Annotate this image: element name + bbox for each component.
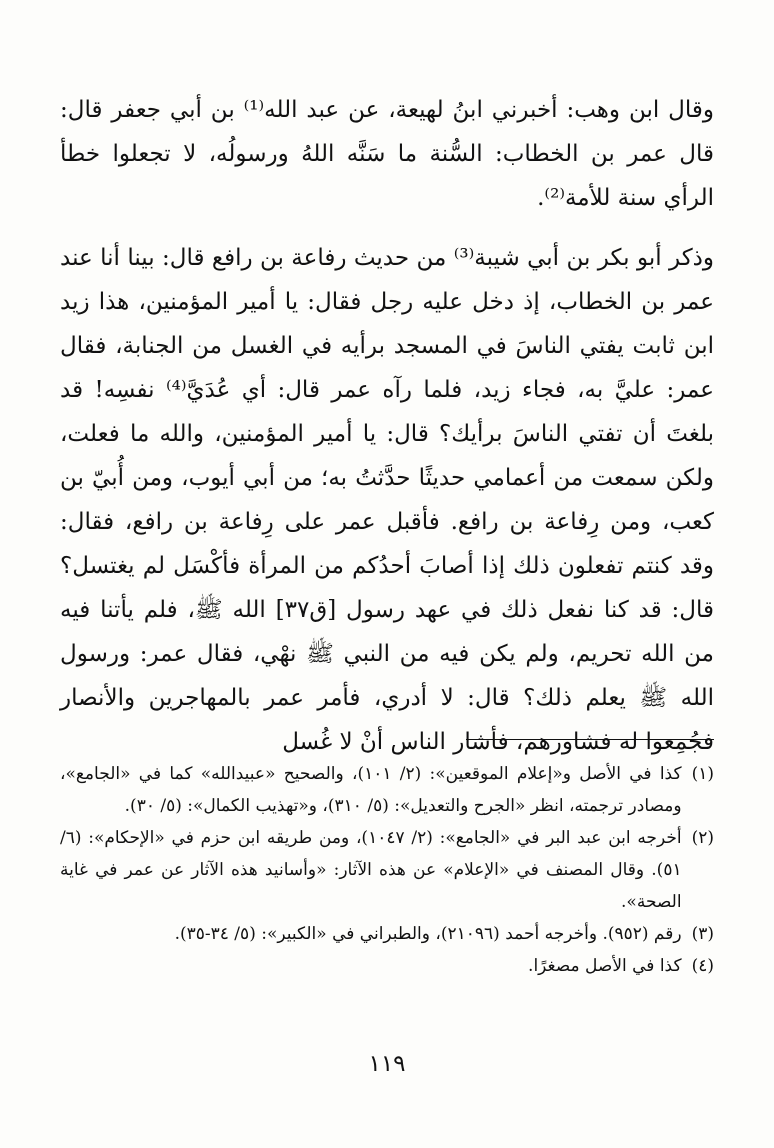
main-text [60, 88, 714, 780]
footnote-text: كذا في الأصل مصغرًا. [528, 956, 682, 976]
footnote-number: (٢) [691, 828, 714, 848]
paragraph-2: وذكر أبو بكر بن أبي شيبة⁽³⁾ من حديث رفاعة بن رافع قال: بينا أنا عند عمر بن الخطاب، إذ دخل عليه رجل فقال: يا أمير المؤمنين، هذا زيد ابن ثابت يفتي الناسَ في المسجد برأيه في الغسل من الجنابة، فقال عمر: عليَّ به، فجاء زيد، فلما رآه عمر قال: أي عُدَيَّ⁽⁴⁾ نفسِه! قد بلغتَ أن تفتي الناسَ برأيك؟ قال: يا أمير المؤمنين، والله ما فعلت، ولكن سمعت من أعمامي حديثًا حدَّثتُ به؛ من أبي أيوب، ومن أُبيّ بن كعب، ومن رِفاعة بن رافع. فأقبل عمر على رِفاعة بن رافع، فقال: وقد كنتم تفعلون ذلك إذا أصابَ أحدُكم من المرأة فأكْسَل لم يغتسل؟ قال: قد كنا نفعل ذلك في عهد رسول [ق٣٧] الله ﷺ، فلم يأتنا فيه من الله تحريم، ولم يكن فيه من النبي ﷺ نهْي، فقال عمر: ورسول الله ﷺ يعلم ذلك؟ قال: لا أدري، فأمر عمر بالمهاجرين والأنصار فجُمِعوا له فشاورهم، فأشار الناس أنْ لا غُسل [60, 245, 714, 755]
footnote-2 [60, 822, 714, 918]
footnote-number: (١) [691, 764, 714, 784]
footnote-text: كذا في الأصل و«إعلام الموقعين»: (٢/ ١٠١)، والصحيح «عبيدالله» كما في «الجامع»، ومصادر ترجمته، انظر «الجرح والتعديل»: (٥/ ٣١٠)، و«تهذيب الكمال»: (٥/ ٣٠). [60, 764, 682, 816]
footnote-1 [60, 758, 714, 822]
footnote-3 [60, 918, 714, 950]
footnote-separator [466, 739, 714, 740]
footnote-number: (٣) [691, 924, 714, 944]
footnote-4 [60, 950, 714, 982]
footnotes [60, 758, 714, 982]
footnote-text: أخرجه ابن عبد البر في «الجامع»: (٢/ ١٠٤٧)، ومن طريقه ابن حزم في «الإحكام»: (٦/ ٥١). وقال المصنف في «الإعلام» عن هذه الآثار: «وأسانيد هذه الآثار عن عمر في غاية الصحة». [60, 828, 682, 912]
footnote-number: (٤) [691, 956, 714, 976]
footnote-text: رقم (٩٥٢). وأخرجه أحمد (٢١٠٩٦)، والطبراني في «الكبير»: (٥/ ٣٤-٣٥). [174, 924, 682, 944]
paragraph-1: وقال ابن وهب: أخبرني ابنُ لهيعة، عن عبد الله⁽¹⁾ بن أبي جعفر قال: قال عمر بن الخطاب: السُّنة ما سَنَّه اللهُ ورسولُه، لا تجعلوا خطأ الرأي سنة للأمة⁽²⁾. [60, 97, 714, 211]
page-number: ١١٩ [368, 1051, 406, 1077]
